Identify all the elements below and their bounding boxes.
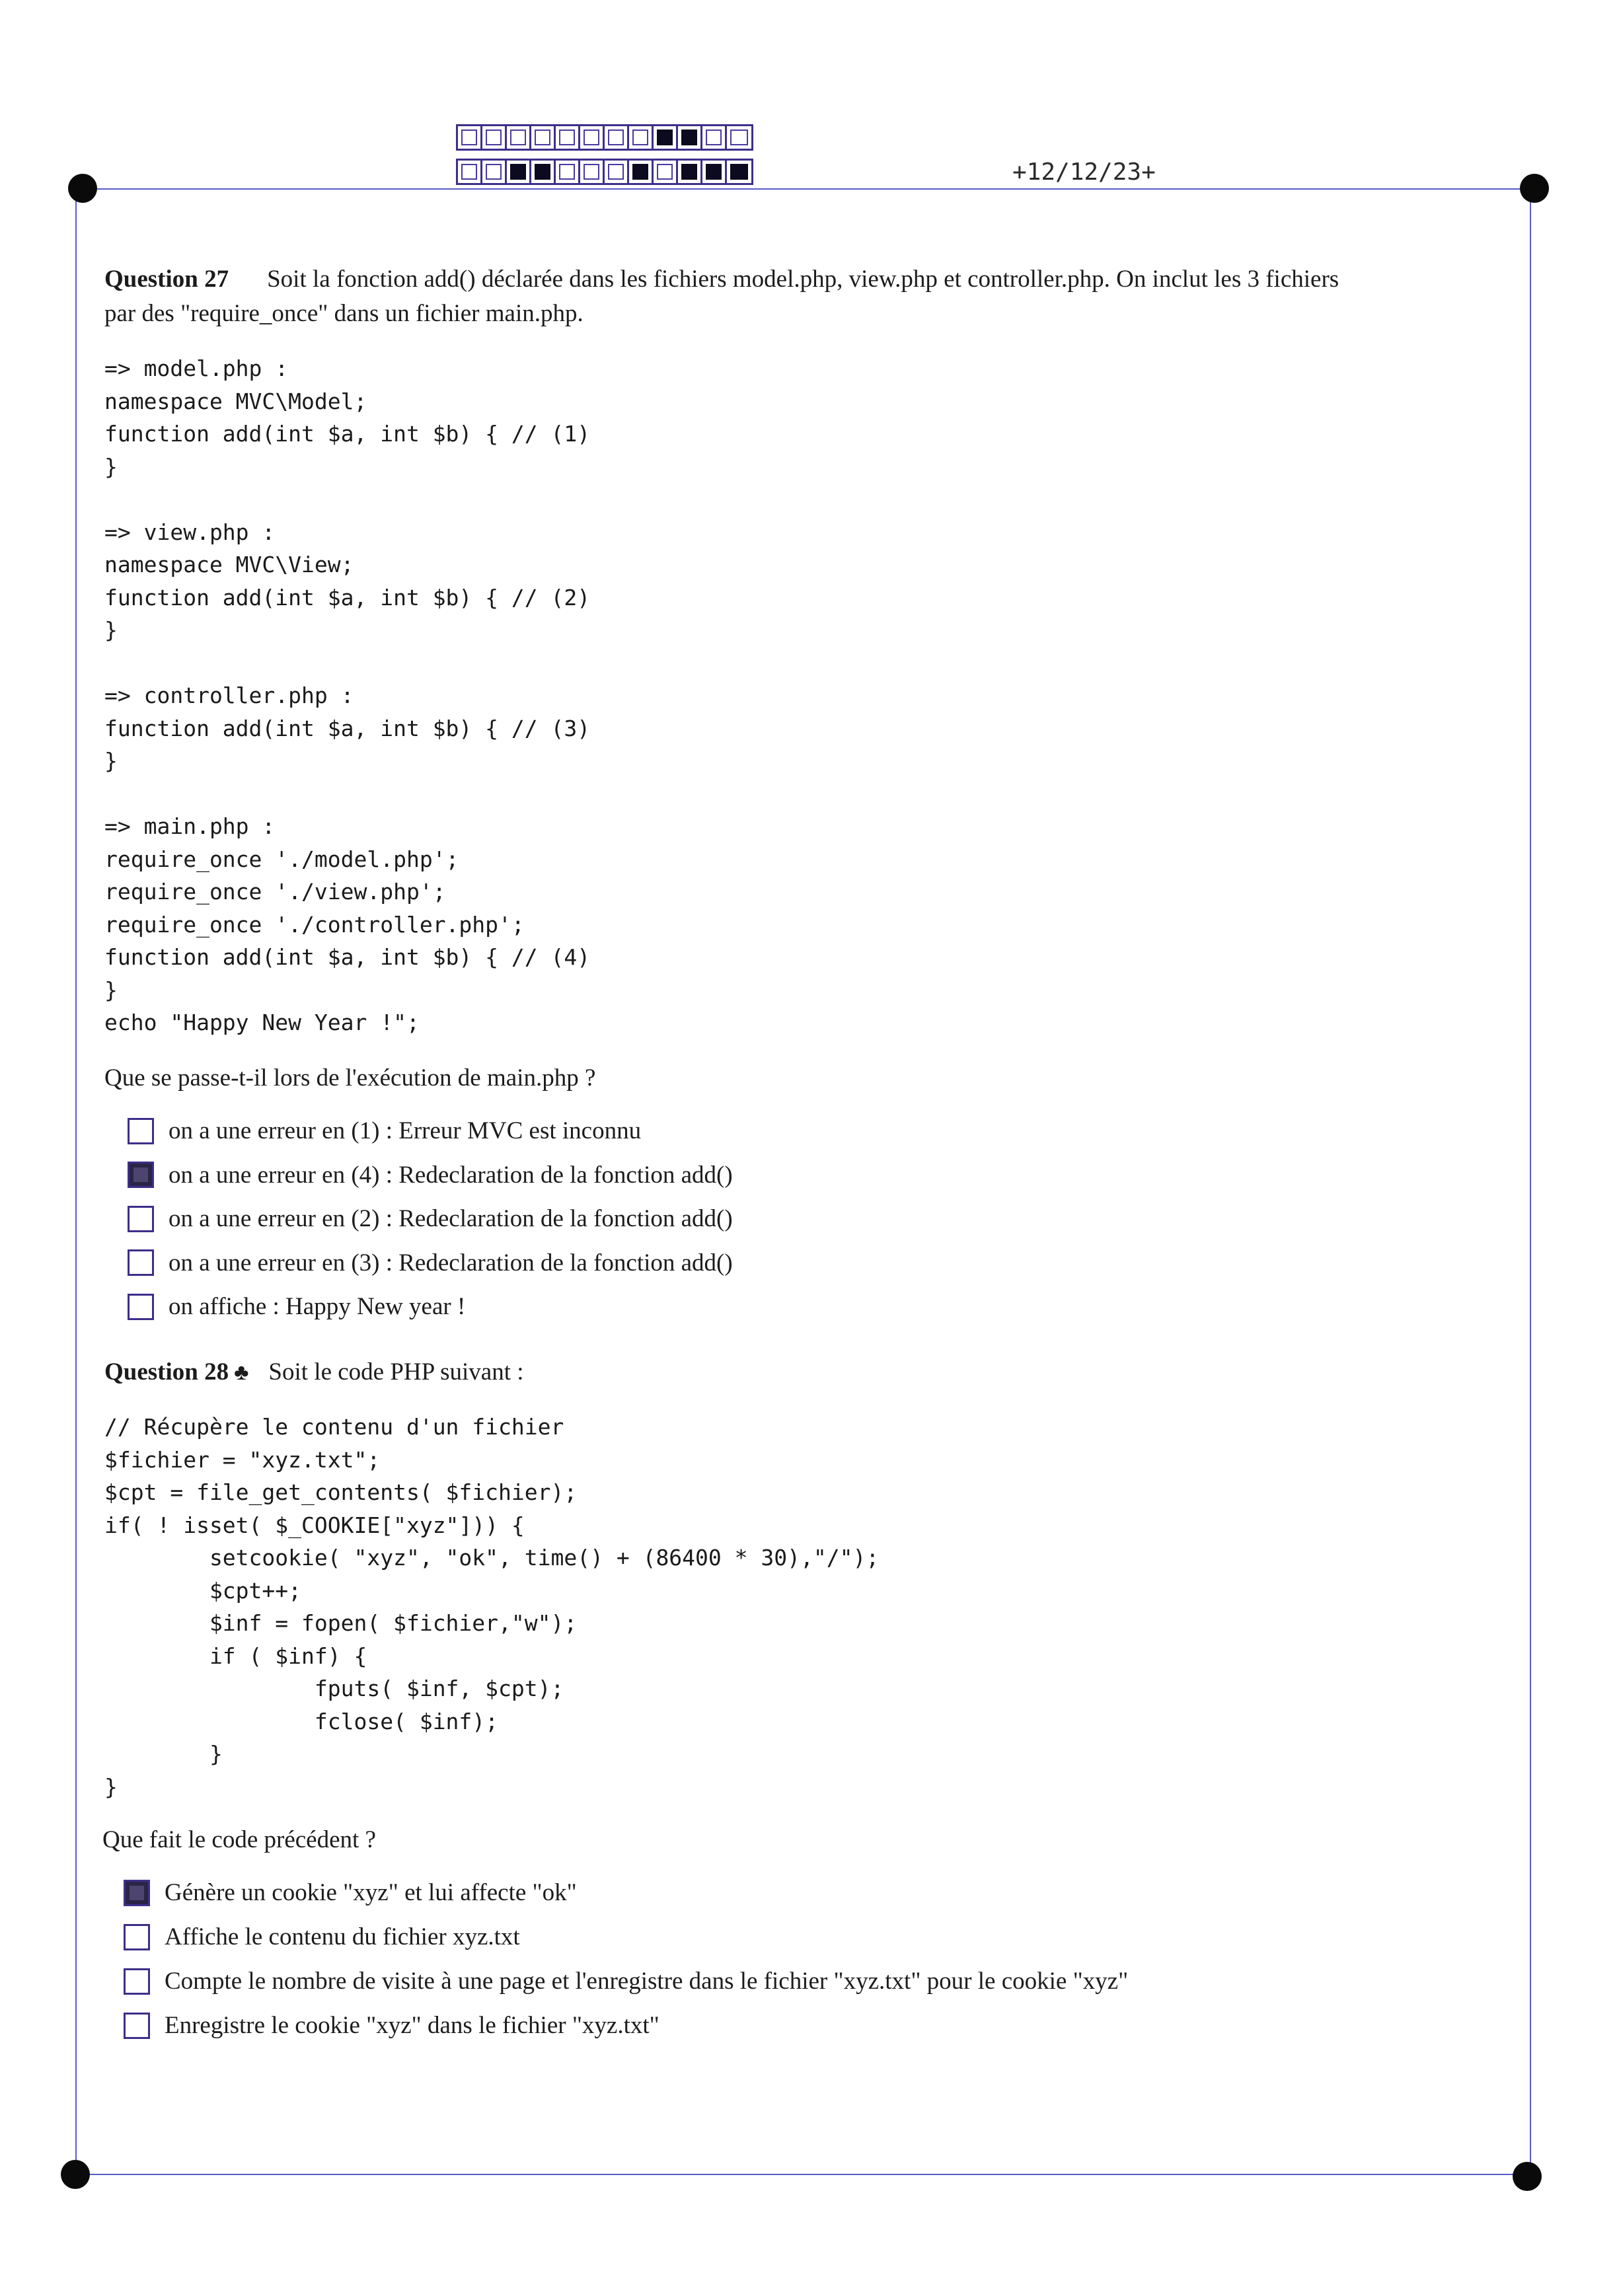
code-cell [678, 126, 702, 149]
answer-label: Compte le nombre de visite à une page et l'enregistre dans le fichier "xyz.txt" pour le cookie "xyz" [165, 1968, 1129, 1995]
code-cell [507, 161, 531, 183]
code-cell [507, 126, 531, 149]
frame-bottom-line [74, 2174, 1532, 2175]
code-cell [580, 126, 605, 149]
code-cell [654, 161, 678, 183]
question-number: Question 27 [104, 266, 229, 293]
answer-choice[interactable] [124, 1967, 1128, 1995]
answer-checkbox[interactable] [128, 1294, 154, 1320]
club-icon: ♣ [234, 1360, 249, 1385]
answer-choice[interactable] [128, 1161, 733, 1189]
code-cell [458, 161, 482, 183]
answer-label: on a une erreur en (1) : Erreur MVC est inconnu [169, 1117, 642, 1144]
code-cell [531, 161, 556, 183]
answer-label: Enregistre le cookie "xyz" dans le fichier "xyz.txt" [165, 2012, 659, 2039]
question-27-header [104, 263, 1339, 296]
question-text: Soit le code PHP suivant : [268, 1358, 524, 1386]
answer-choice[interactable] [124, 2011, 659, 2040]
answer-checkbox[interactable] [128, 1118, 154, 1144]
question-28-prompt: Que fait le code précédent ? [102, 1826, 376, 1853]
frame-top-line [83, 188, 1536, 190]
header-code-row-1 [456, 124, 753, 151]
code-cell [556, 126, 580, 149]
code-cell [605, 126, 629, 149]
answer-checkbox[interactable] [124, 1968, 150, 1995]
answer-checkbox[interactable] [128, 1206, 154, 1232]
code-cell [727, 126, 751, 149]
answer-checkbox[interactable] [128, 1162, 154, 1188]
code-cell [629, 161, 654, 183]
code-cell [482, 161, 507, 183]
code-cell [727, 161, 751, 183]
code-cell [531, 126, 556, 149]
answer-choice[interactable] [128, 1292, 465, 1321]
answer-choice[interactable] [128, 1204, 733, 1233]
code-cell [605, 161, 629, 183]
answer-choice[interactable] [128, 1249, 733, 1277]
code-cell [702, 126, 727, 149]
answer-label: Affiche le contenu du fichier xyz.txt [165, 1923, 520, 1950]
answer-choice[interactable] [124, 1923, 520, 1951]
page-stamp: +12/12/23+ [1012, 159, 1156, 186]
corner-mark-bottom-left [61, 2160, 90, 2189]
code-cell [580, 161, 605, 183]
answer-checkbox[interactable] [124, 2013, 150, 2039]
code-cell [629, 126, 654, 149]
question-text: Soit la fonction add() déclarée dans les fichiers model.php, view.php et controller.php. On inclut les 3 fichiers [267, 266, 1339, 293]
code-cell [654, 126, 678, 149]
answer-checkbox[interactable] [124, 1924, 150, 1950]
answer-label: on a une erreur en (3) : Redeclaration de la fonction add() [169, 1249, 733, 1277]
header-code-row-2 [456, 159, 753, 185]
code-cell [702, 161, 727, 183]
answer-checkbox[interactable] [124, 1880, 150, 1906]
answer-label: Génère un cookie "xyz" et lui affecte "ok" [165, 1879, 577, 1906]
corner-mark-bottom-right [1513, 2162, 1542, 2191]
answer-checkbox[interactable] [128, 1249, 154, 1276]
answer-label: on a une erreur en (2) : Redeclaration de la fonction add() [169, 1205, 733, 1232]
question-27-code: => model.php : namespace MVC\Model; function add(int $a, int $b) { // (1) } => view.php : namespace MVC\View; function add(int $a, int $b) { // (2) } => controller.php : function add(int $a, int $b) { // (3) } => main.php : require_once './model.php'; require_once './view.php'; require_once './controller.php'; function add(int $a, int $b) { // (4) } echo "Happy New Year !"; [104, 355, 591, 1035]
frame-left-line [75, 188, 77, 2174]
code-cell [482, 126, 507, 149]
question-27-prompt: Que se passe-t-il lors de l'exécution de main.php ? [104, 1064, 596, 1092]
corner-mark-top-right [1520, 174, 1549, 203]
code-cell [556, 161, 580, 183]
code-cell [458, 126, 482, 149]
answer-label: on a une erreur en (4) : Redeclaration de la fonction add() [169, 1161, 733, 1189]
answer-choice[interactable] [128, 1117, 641, 1145]
code-cell [678, 161, 702, 183]
answer-label: on affiche : Happy New year ! [169, 1293, 466, 1320]
answer-choice[interactable] [124, 1878, 577, 1907]
question-28-header [104, 1356, 524, 1389]
question-27-text-continued: par des "require_once" dans un fichier main.php. [104, 300, 584, 327]
corner-mark-top-left [68, 174, 97, 203]
frame-right-line [1530, 188, 1531, 2174]
question-28-code: // Récupère le contenu d'un fichier $fichier = "xyz.txt"; $cpt = file_get_contents( $fichier); if( ! isset( $_COOKIE["xyz"])) { setcookie( "xyz", "ok", time() + (86400 * 30),"/"); $cpt++; $inf = fopen( $fichier,"w"); if ( $inf) { fputs( $inf, $cpt); fclose( $inf); } } [104, 1414, 880, 1800]
question-number: Question 28 [104, 1358, 229, 1386]
